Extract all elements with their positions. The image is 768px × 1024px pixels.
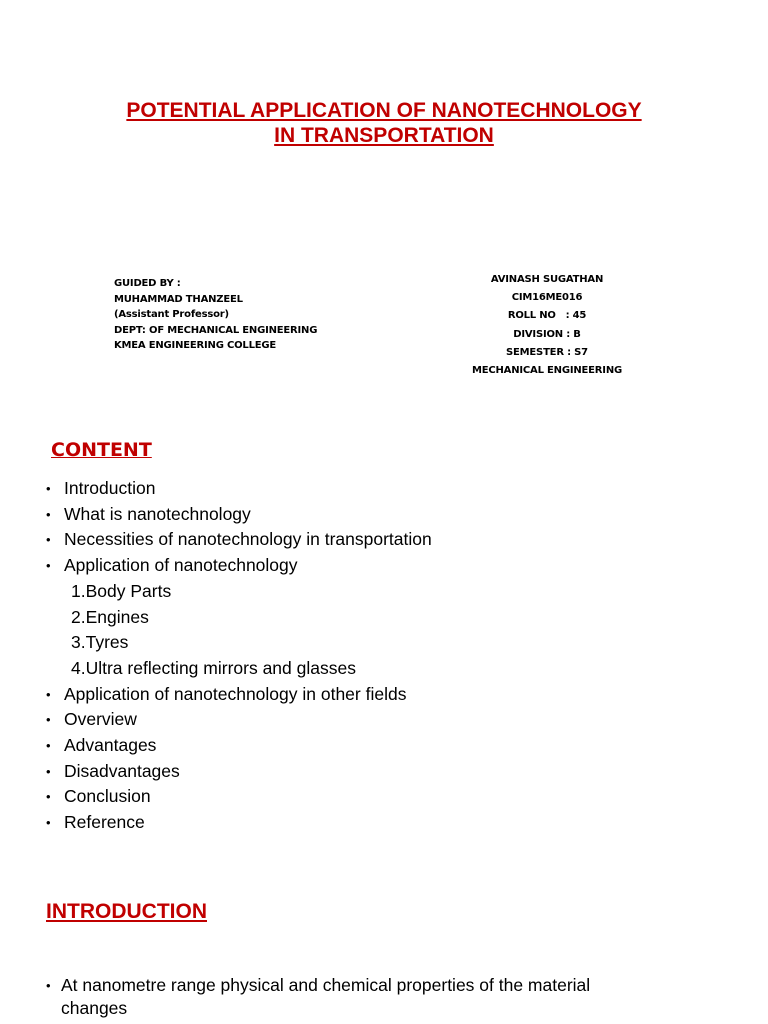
sub-item-label: 1.Body Parts [71, 580, 172, 601]
sub-list-item [46, 656, 432, 682]
list-item [46, 476, 432, 502]
bullet-icon: • [46, 712, 51, 728]
sub-list-item [46, 579, 432, 605]
title-line-2: IN TRANSPORTATION [274, 124, 494, 147]
intro-line-1 [46, 974, 726, 997]
content-list [46, 476, 432, 836]
list-item [46, 527, 432, 553]
guide-college: KMEA ENGINEERING COLLEGE [114, 340, 277, 351]
list-item-label: Overview [64, 709, 137, 730]
introduction-point [46, 974, 726, 1019]
bullet-icon: • [46, 789, 51, 805]
introduction-heading: INTRODUCTION [46, 900, 207, 923]
list-item-label: Introduction [64, 478, 156, 498]
list-item [46, 707, 432, 733]
bullet-icon: • [46, 763, 51, 779]
sub-item-label: 2.Engines [71, 606, 149, 627]
list-item [46, 733, 432, 759]
list-item [46, 784, 432, 810]
bullet-icon: • [46, 815, 51, 831]
intro-line-1-text: At nanometre range physical and chemical properties of the material [61, 975, 591, 995]
bullet-icon: • [46, 738, 51, 754]
list-item-label: Reference [64, 812, 145, 833]
list-item-label: What is nanotechnology [64, 503, 251, 524]
document-title [0, 98, 768, 148]
list-item-label: Conclusion [64, 786, 151, 807]
student-branch: MECHANICAL ENGINEERING [471, 365, 622, 377]
list-item [46, 810, 432, 836]
intro-line-2: changes [61, 998, 128, 1018]
list-item [46, 553, 432, 579]
sub-list-item [46, 605, 432, 631]
bullet-icon: • [46, 532, 51, 548]
list-item [46, 682, 432, 708]
guide-block [114, 276, 317, 354]
student-name: AVINASH SUGATHAN [490, 274, 604, 285]
sub-item-label: 3.Tyres [71, 632, 129, 653]
student-division: DIVISION : B [513, 328, 581, 340]
bullet-icon: • [46, 686, 51, 702]
sub-list-item [46, 630, 432, 656]
guide-department: DEPT: OF MECHANICAL ENGINEERING [114, 324, 318, 336]
student-semester: SEMESTER : S7 [506, 346, 588, 358]
bullet-icon: • [46, 506, 51, 522]
list-item [46, 502, 432, 528]
bullet-icon: • [46, 481, 51, 496]
student-roll: ROLL NO : 45 [507, 310, 587, 322]
guide-designation: (Assistant Professor) [114, 309, 229, 320]
guide-label: GUIDED BY : [114, 278, 181, 289]
list-item-label: Advantages [64, 735, 157, 756]
list-item-label: Necessities of nanotechnology in transportation [64, 529, 432, 550]
sub-item-label: 4.Ultra reflecting mirrors and glasses [71, 657, 356, 678]
list-item-label: Application of nanotechnology [64, 555, 298, 576]
title-line-1: POTENTIAL APPLICATION OF NANOTECHNOLOGY [126, 99, 642, 122]
list-item-label: Disadvantages [64, 760, 180, 781]
student-id: CIM16ME016 [511, 292, 583, 304]
bullet-icon: • [46, 558, 51, 574]
list-item [46, 759, 432, 785]
guide-name: MUHAMMAD THANZEEL [114, 293, 243, 305]
content-heading: CONTENT [51, 439, 152, 461]
bullet-icon: • [46, 978, 51, 993]
list-item-label: Application of nanotechnology in other fields [64, 683, 407, 704]
student-block [440, 271, 654, 380]
